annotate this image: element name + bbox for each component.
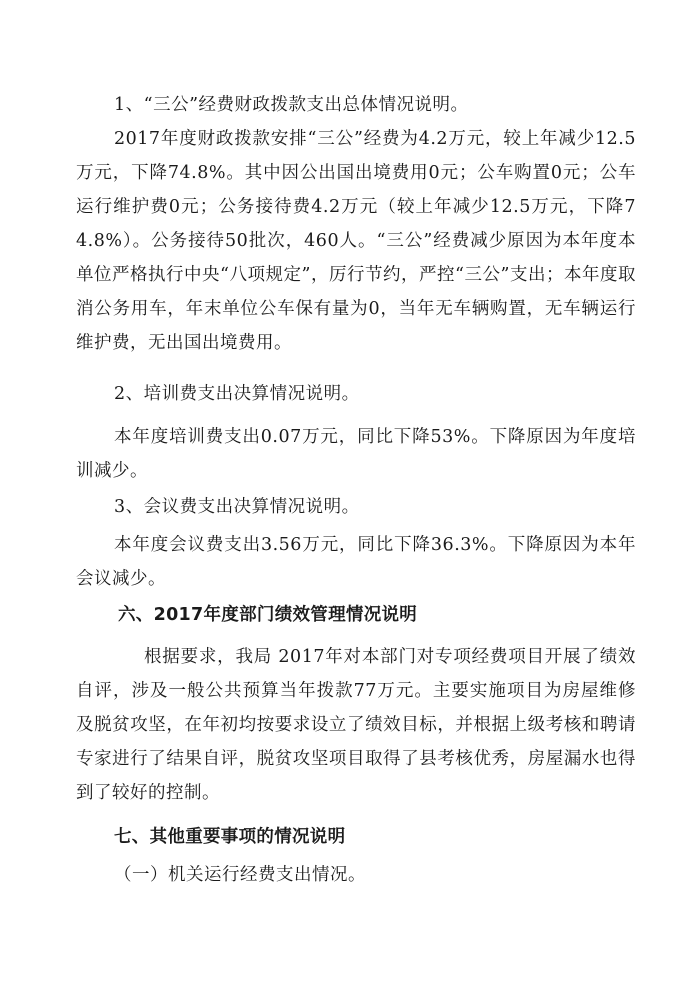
section-3-title: 3、会议费支出决算情况说明。 <box>114 497 360 517</box>
heading-section-6: 六、2017年度部门绩效管理情况说明 <box>118 605 418 625</box>
training-expense-paragraph: 本年度培训费支出0.07万元，同比下降53%。下降原因为年度培训减少。 <box>76 427 636 481</box>
performance-management-paragraph: 根据要求，我局 2017年对本部门对专项经费项目开展了绩效自评，涉及一般公共预算当年拨款77万元。主要实施项目为房屋维修及脱贫攻坚，在年初均按要求设立了绩效目标，并根据上级考核和聘请专家进行了结果自评，脱贫攻坚项目取得了县考核优秀，房屋漏水也得到了较好的控制。 <box>76 647 636 803</box>
meeting-expense-paragraph: 本年度会议费支出3.56万元，同比下降36.3%。下降原因为本年会议减少。 <box>76 535 636 589</box>
section-1-title: 1、“三公”经费财政拨款支出总体情况说明。 <box>114 95 469 115</box>
heading-section-7: 七、其他重要事项的情况说明 <box>114 827 346 847</box>
subsection-1-title: （一）机关运行经费支出情况。 <box>114 865 366 885</box>
three-public-expense-paragraph: 2017年度财政拨款安排“三公”经费为4.2万元，较上年减少12.5万元，下降74.8%。其中因公出国出境费用0元；公车购置0元；公车运行维护费0元；公务接待费4.2万元（较上年减少12.5万元，下降74.8%）。公务接待50批次，460人。“三公”经费减少原因为本年度本单位严格执行中央“八项规定”，厉行节约，严控“三公”支出；本年度取消公务用车，年末单位公车保有量为0，当年无车辆购置，无车辆运行维护费，无出国出境费用。 <box>76 129 636 353</box>
section-2-title: 2、培训费支出决算情况说明。 <box>114 384 360 404</box>
